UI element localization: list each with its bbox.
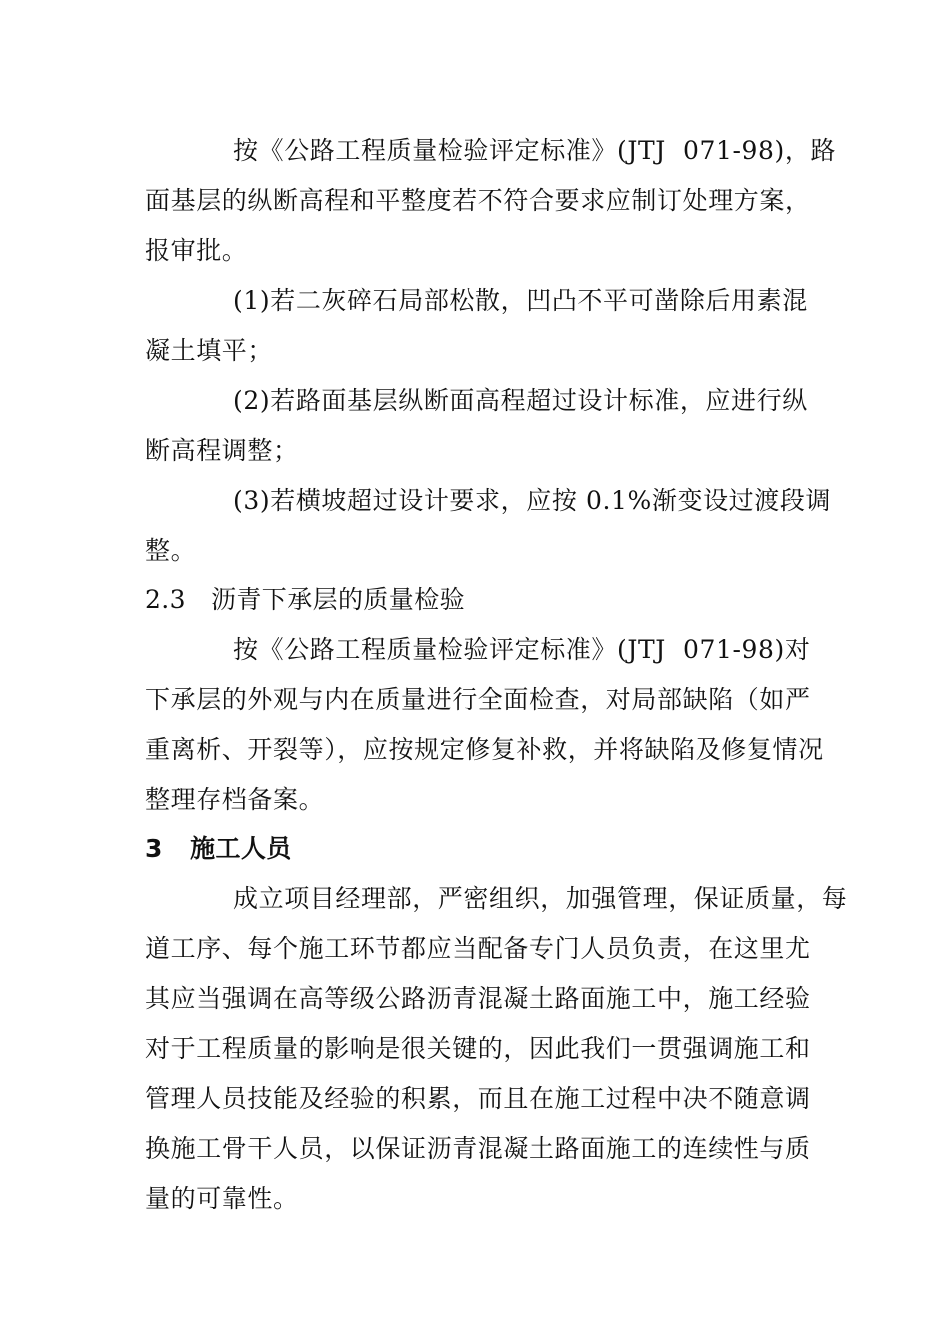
list-item-1-line: 凝土填平；: [145, 336, 274, 365]
section-3-line: 其应当强调在高等级公路沥青混凝土路面施工中，施工经验: [145, 984, 811, 1013]
section-3-line: 道工序、每个施工环节都应当配备专门人员负责，在这里尤: [145, 934, 811, 963]
section-3-line: 量的可靠性。: [145, 1184, 299, 1213]
section-2-3-line: 按《公路工程质量检验评定标准》(JTJ 071-98)对: [233, 635, 811, 664]
list-item-1-line: (1)若二灰碎石局部松散，凹凸不平可凿除后用素混: [233, 286, 808, 315]
section-heading-3: 3 施工人员: [145, 834, 292, 863]
section-heading-2-3: 2.3 沥青下承层的质量检验: [145, 585, 465, 614]
section-3-line: 管理人员技能及经验的积累，而且在施工过程中决不随意调: [145, 1084, 811, 1113]
section-3-line: 换施工骨干人员，以保证沥青混凝土路面施工的连续性与质: [145, 1134, 811, 1163]
section-2-3-line: 整理存档备案。: [145, 785, 325, 814]
paragraph-line: 按《公路工程质量检验评定标准》(JTJ 071-98)，路: [233, 136, 837, 165]
section-3-line: 对于工程质量的影响是很关键的，因此我们一贯强调施工和: [145, 1034, 811, 1063]
section-2-3-line: 重离析、开裂等），应按规定修复补救，并将缺陷及修复情况: [145, 735, 824, 764]
paragraph-line: 报审批。: [145, 236, 248, 265]
list-item-3-line: 整。: [145, 536, 197, 565]
list-item-3-line: (3)若横坡超过设计要求，应按 0.1%渐变设过渡段调: [233, 486, 832, 515]
section-3-line: 成立项目经理部，严密组织，加强管理，保证质量，每: [233, 884, 848, 913]
paragraph-line: 面基层的纵断高程和平整度若不符合要求应制订处理方案，: [145, 186, 811, 215]
list-item-2-line: (2)若路面基层纵断面高程超过设计标准，应进行纵: [233, 386, 808, 415]
list-item-2-line: 断高程调整；: [145, 436, 299, 465]
section-2-3-line: 下承层的外观与内在质量进行全面检查，对局部缺陷（如严: [145, 685, 811, 714]
